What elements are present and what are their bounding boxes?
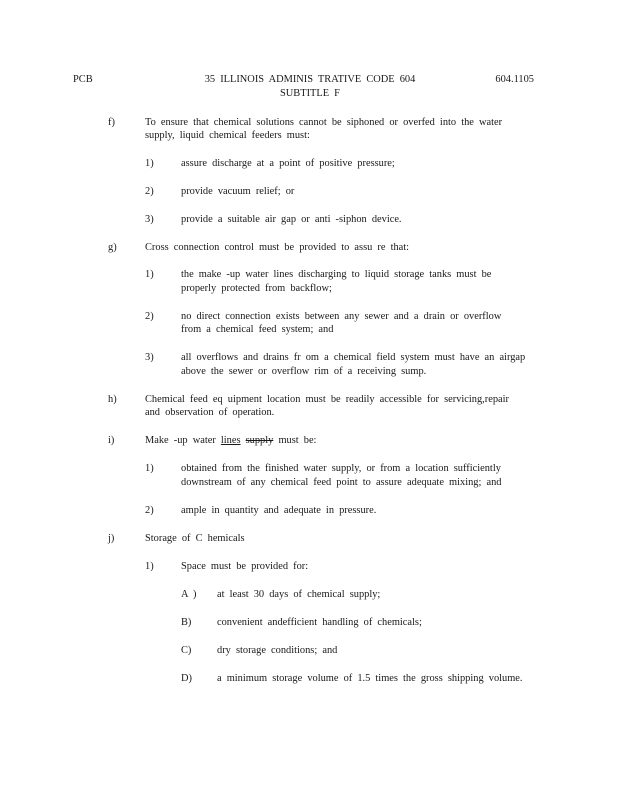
item-text: provide vacuum relief; or [181, 186, 295, 197]
item-text-line2: above the sewer or overflow rim of a receiving sump. [181, 366, 427, 377]
section-i-line1 [145, 434, 316, 448]
item-number: 1) [145, 158, 154, 169]
subitem-letter: A ) [181, 589, 197, 600]
subitem-text: at least 30 days of chemical supply; [217, 589, 381, 600]
item-text-line2: from a chemical feed system; and [181, 324, 334, 335]
subitem-text: dry storage conditions; and [217, 645, 338, 656]
item-text-line1: ample in quantity and adequate in pressure. [181, 505, 377, 516]
section-j-line1: Storage of C hemicals [145, 533, 245, 544]
header-right: 604.1105 [495, 74, 534, 85]
item-number: 1) [145, 463, 154, 474]
header-left: PCB [73, 74, 93, 85]
item-text-line1: the make -up water lines discharging to liquid storage tanks must be [181, 269, 492, 280]
subitem-letter: C) [181, 645, 192, 656]
header-center [150, 73, 470, 100]
section-h-line2: and observation of operation. [145, 407, 275, 418]
item-text-line1: all overflows and drains fr om a chemical field system must have an airgap [181, 352, 526, 363]
section-h-line1: Chemical feed eq uipment location must be readily accessible for servicing,repair [145, 394, 510, 405]
section-f-line1: To ensure that chemical solutions cannot be siphoned or overfed into the water [145, 117, 503, 128]
item-text-line2: properly protected from backflow; [181, 283, 332, 294]
item-number: 2) [145, 505, 154, 516]
section-label-j: j) [108, 533, 115, 544]
item-number: 1) [145, 561, 154, 572]
item-number: 2) [145, 311, 154, 322]
item-text-line2: downstream of any chemical feed point to assure adequate mixing; and [181, 477, 502, 488]
deleted-text: supply [245, 435, 274, 446]
item-text: provide a suitable air gap or anti -siphon device. [181, 214, 402, 225]
subitem-text: a minimum storage volume of 1.5 times the gross shipping volume. [217, 673, 523, 684]
item-text-line1: no direct connection exists between any sewer and a drain or overflow [181, 311, 502, 322]
subitem-letter: B) [181, 617, 192, 628]
item-text-line1: obtained from the finished water supply, or from a location sufficiently [181, 463, 501, 474]
section-i-suffix: must be: [273, 435, 317, 446]
section-g-line1: Cross connection control must be provided to assu re that: [145, 242, 410, 253]
header-subtitle: SUBTITLE F [280, 87, 340, 99]
inserted-text: lines [220, 435, 241, 446]
section-label-i: i) [108, 435, 115, 446]
subitem-letter: D) [181, 673, 192, 684]
item-number: 2) [145, 186, 154, 197]
section-label-f: f) [108, 117, 115, 128]
section-label-g: g) [108, 242, 117, 253]
subitem-text: convenient andefficient handling of chemicals; [217, 617, 422, 628]
item-number: 3) [145, 214, 154, 225]
header-title: 35 ILLINOIS ADMINIS TRATIVE CODE 604 [204, 74, 416, 85]
section-label-h: h) [108, 394, 117, 405]
section-f-line2: supply, liquid chemical feeders must: [145, 130, 310, 141]
item-text: Space must be provided for: [181, 561, 309, 572]
item-number: 1) [145, 269, 154, 280]
item-number: 3) [145, 352, 154, 363]
section-i-prefix: Make -up water [145, 435, 221, 446]
item-text: assure discharge at a point of positive pressure; [181, 158, 395, 169]
